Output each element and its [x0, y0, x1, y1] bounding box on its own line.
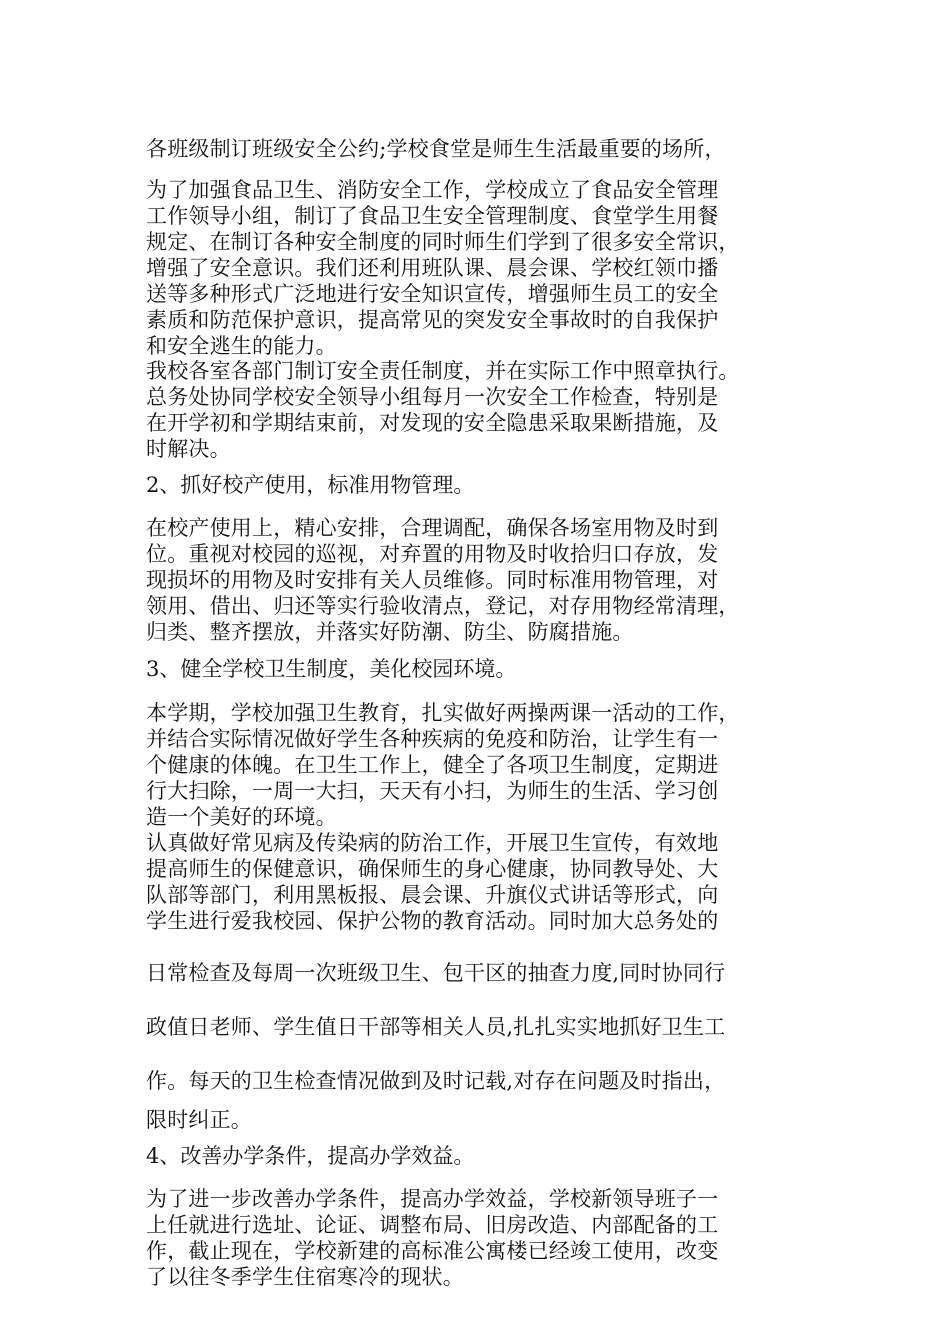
text-line: 本学期，学校加强卫生教育，扎实做好两操两课一活动的工作， [146, 701, 740, 725]
section-heading: 2、抓好校产使用，标准用物管理。 [146, 473, 475, 497]
section-heading: 4、改善办学条件，提高办学效益。 [146, 1144, 475, 1168]
text-line: 限时纠正。 [146, 1108, 252, 1132]
text-line: 归类、整齐摆放，并落实好防潮、防尘、防腐措施。 [146, 620, 634, 644]
text-line: 总务处协同学校安全领导小组每月一次安全工作检查，特别是 [146, 385, 719, 409]
text-line: 为了进一步改善办学条件，提高办学效益，学校新领导班子一 [146, 1187, 719, 1211]
text-line: 规定、在制订各种安全制度的同时师生们学到了很多安全常识， [146, 230, 740, 254]
text-line: 作，截止现在，学校新建的高标准公寓楼已经竣工使用，改变 [146, 1239, 719, 1263]
text-line: 行大扫除，一周一大扫，天天有小扫，为师生的生活、学习创 [146, 779, 719, 803]
text-line: 队部等部门，利用黑板报、晨会课、升旗仪式讲话等形式，向 [146, 883, 719, 907]
text-line: 时解决。 [146, 437, 231, 461]
text-line: 和安全逃生的能力。 [146, 334, 337, 358]
text-line: 为了加强食品卫生、消防安全工作，学校成立了食品安全管理 [146, 178, 719, 202]
text-line: 学生进行爱我校园、保护公物的教育活动。同时加大总务处的 [146, 909, 719, 933]
section-heading: 3、健全学校卫生制度，美化校园环境。 [146, 657, 517, 681]
text-line: 在开学初和学期结束前，对发现的安全隐患采取果断措施，及 [146, 411, 719, 435]
text-line: 我校各室各部门制订安全责任制度，并在实际工作中照章执行。 [146, 359, 740, 383]
text-line: 素质和防范保护意识，提高常见的突发安全事故时的自我保护 [146, 308, 719, 332]
text-line: 增强了安全意识。我们还利用班队课、晨会课、学校红领巾播 [146, 256, 719, 280]
text-line: 政值日老师、学生值日干部等相关人员,扎扎实实地抓好卫生工 [146, 1015, 726, 1039]
text-line: 各班级制订班级安全公约;学校食堂是师生生活最重要的场所， [146, 137, 726, 161]
text-line: 上任就进行选址、论证、调整布局、旧房改造、内部配备的工 [146, 1213, 719, 1237]
text-line: 领用、借出、归还等实行验收清点，登记，对存用物经常清理， [146, 594, 740, 618]
text-line: 并结合实际情况做好学生各种疾病的免疫和防治，让学生有一 [146, 727, 719, 751]
text-line: 工作领导小组，制订了食品卫生安全管理制度、食堂学生用餐 [146, 204, 719, 228]
text-line: 现损坏的用物及时安排有关人员维修。同时标准用物管理，对 [146, 568, 719, 592]
text-line: 送等多种形式广泛地进行安全知识宣传，增强师生员工的安全 [146, 282, 719, 306]
text-line: 在校产使用上，精心安排，合理调配，确保各场室用物及时到 [146, 516, 719, 540]
text-line: 提高师生的保健意识，确保师生的身心健康，协同教导处、大 [146, 857, 719, 881]
text-line: 位。重视对校园的巡视，对弃置的用物及时收拾归口存放，发 [146, 542, 719, 566]
text-line: 造一个美好的环境。 [146, 805, 337, 829]
text-line: 了以往冬季学生住宿寒冷的现状。 [146, 1265, 464, 1289]
text-line: 作。每天的卫生检查情况做到及时记载,对存在问题及时指出， [146, 1069, 726, 1093]
text-line: 认真做好常见病及传染病的防治工作，开展卫生宣传，有效地 [146, 831, 719, 855]
text-line: 日常检查及每周一次班级卫生、包干区的抽查力度,同时协同行 [146, 961, 726, 985]
text-line: 个健康的体魄。在卫生工作上，健全了各项卫生制度，定期进 [146, 753, 719, 777]
